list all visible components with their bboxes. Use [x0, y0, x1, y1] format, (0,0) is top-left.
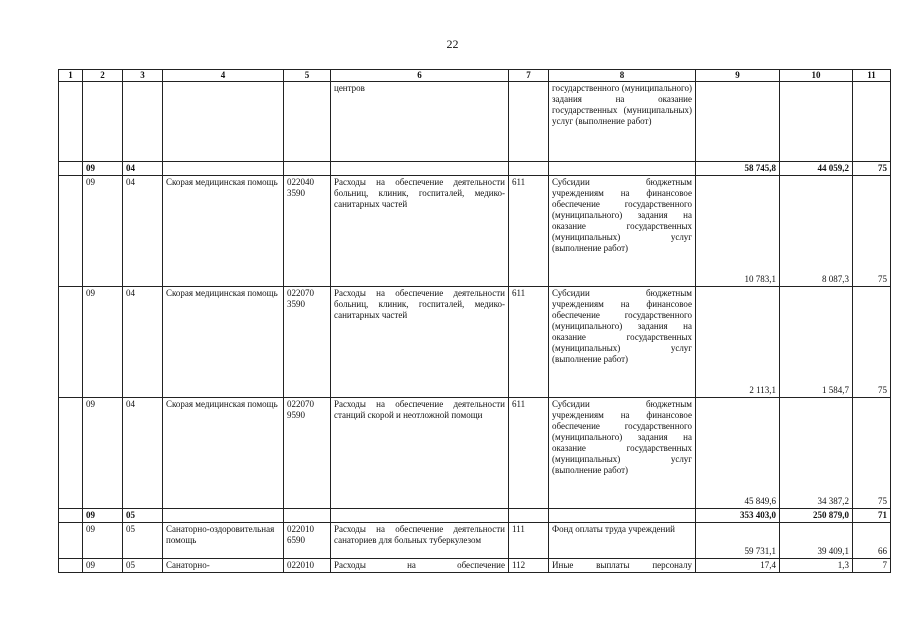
cell-plan: 59 731,1	[696, 523, 780, 559]
cell-col1	[59, 82, 83, 162]
cell-plan: 58 745,8	[696, 162, 780, 176]
cell-type-name: Фонд оплаты труда учреждений	[549, 523, 696, 559]
column-header: 8	[549, 70, 696, 82]
cell-description: Расходы на обеспечение деятельности больниц, клиник, госпиталей, медико-санитарных частей	[331, 176, 509, 287]
column-header: 9	[696, 70, 780, 82]
budget-table	[58, 69, 891, 573]
cell-plan: 353 403,0	[696, 509, 780, 523]
cell-percent: 71	[853, 509, 891, 523]
column-header: 1	[59, 70, 83, 82]
table-row	[59, 559, 891, 573]
cell-actual: 8 087,3	[780, 176, 853, 287]
cell-target-code	[284, 82, 331, 162]
cell-type-name: государственного (муниципального) задания на оказание государственных (муниципальных) услуг (выполнение работ)	[549, 82, 696, 162]
cell-type-code: 112	[509, 559, 549, 573]
cell-target-code: 022040 3590	[284, 176, 331, 287]
cell-section: 09	[83, 523, 123, 559]
cell-description: Расходы на обеспечение	[331, 559, 509, 573]
cell-actual	[780, 82, 853, 162]
cell-name: Скорая медицинская помощь	[163, 398, 284, 509]
cell-percent: 75	[853, 398, 891, 509]
cell-percent: 75	[853, 176, 891, 287]
cell-type-code	[509, 82, 549, 162]
cell-section: 09	[83, 509, 123, 523]
cell-plan: 2 113,1	[696, 287, 780, 398]
cell-name: Скорая медицинская помощь	[163, 287, 284, 398]
cell-name: Санаторно-	[163, 559, 284, 573]
cell-subsection: 05	[123, 509, 163, 523]
cell-type-name: Субсидии бюджетным учреждениям на финансовое обеспечение государственного (муниципального) задания на оказание государственных (муниципальных) услуг (выполнение работ)	[549, 398, 696, 509]
cell-type-code: 611	[509, 176, 549, 287]
cell-col1	[59, 176, 83, 287]
cell-percent: 7	[853, 559, 891, 573]
subtotal-row	[59, 509, 891, 523]
column-header: 4	[163, 70, 284, 82]
cell-col1	[59, 287, 83, 398]
column-header: 2	[83, 70, 123, 82]
cell-plan: 45 849,6	[696, 398, 780, 509]
cell-section: 09	[83, 398, 123, 509]
column-header: 7	[509, 70, 549, 82]
cell-target-code: 022010	[284, 559, 331, 573]
cell-description: Расходы на обеспечение деятельности больниц, клиник, госпиталей, медико-санитарных частей	[331, 287, 509, 398]
cell-subsection	[123, 82, 163, 162]
subtotal-row	[59, 162, 891, 176]
cell-type-code: 111	[509, 523, 549, 559]
cell-type-code: 611	[509, 287, 549, 398]
cell-subsection: 04	[123, 398, 163, 509]
cell-description: Расходы на обеспечение деятельности станций скорой и неотложной помощи	[331, 398, 509, 509]
table-row	[59, 398, 891, 509]
cell-col1	[59, 523, 83, 559]
cell-name	[163, 82, 284, 162]
cell-percent: 75	[853, 162, 891, 176]
table-row	[59, 287, 891, 398]
cell-name: Скорая медицинская помощь	[163, 176, 284, 287]
cell-target-code: 022070 9590	[284, 398, 331, 509]
cell-actual: 39 409,1	[780, 523, 853, 559]
cell-plan: 17,4	[696, 559, 780, 573]
cell-actual: 34 387,2	[780, 398, 853, 509]
cell-subsection: 05	[123, 559, 163, 573]
cell-type-code: 611	[509, 398, 549, 509]
cell-col1	[59, 559, 83, 573]
cell-target-code: 022070 3590	[284, 287, 331, 398]
column-header: 10	[780, 70, 853, 82]
cell-description: центров	[331, 82, 509, 162]
table-header-row	[59, 70, 891, 82]
column-header: 3	[123, 70, 163, 82]
cell-percent	[853, 82, 891, 162]
cell-plan: 10 783,1	[696, 176, 780, 287]
cell-section: 09	[83, 559, 123, 573]
cell-percent: 66	[853, 523, 891, 559]
cell-section: 09	[83, 162, 123, 176]
cell-target-code: 022010 6590	[284, 523, 331, 559]
cell-actual: 1 584,7	[780, 287, 853, 398]
page-number: 22	[446, 37, 459, 51]
column-header: 5	[284, 70, 331, 82]
cell-subsection: 05	[123, 523, 163, 559]
table-row	[59, 176, 891, 287]
cell-section	[83, 82, 123, 162]
cell-plan	[696, 82, 780, 162]
column-header: 6	[331, 70, 509, 82]
table-row	[59, 82, 891, 162]
cell-subsection: 04	[123, 176, 163, 287]
column-header: 11	[853, 70, 891, 82]
cell-section: 09	[83, 176, 123, 287]
table-row	[59, 523, 891, 559]
cell-percent: 75	[853, 287, 891, 398]
cell-name: Санаторно-оздоровительная помощь	[163, 523, 284, 559]
cell-subsection: 04	[123, 162, 163, 176]
cell-actual: 250 879,0	[780, 509, 853, 523]
cell-description: Расходы на обеспечение деятельности санаториев для больных туберкулезом	[331, 523, 509, 559]
cell-section: 09	[83, 287, 123, 398]
cell-subsection: 04	[123, 287, 163, 398]
cell-actual: 1,3	[780, 559, 853, 573]
cell-type-name: Субсидии бюджетным учреждениям на финансовое обеспечение государственного (муниципального) задания на оказание государственных (муниципальных) услуг (выполнение работ)	[549, 176, 696, 287]
cell-type-name: Субсидии бюджетным учреждениям на финансовое обеспечение государственного (муниципального) задания на оказание государственных (муниципальных) услуг (выполнение работ)	[549, 287, 696, 398]
cell-type-name: Иные выплаты персоналу	[549, 559, 696, 573]
cell-actual: 44 059,2	[780, 162, 853, 176]
cell-col1	[59, 398, 83, 509]
